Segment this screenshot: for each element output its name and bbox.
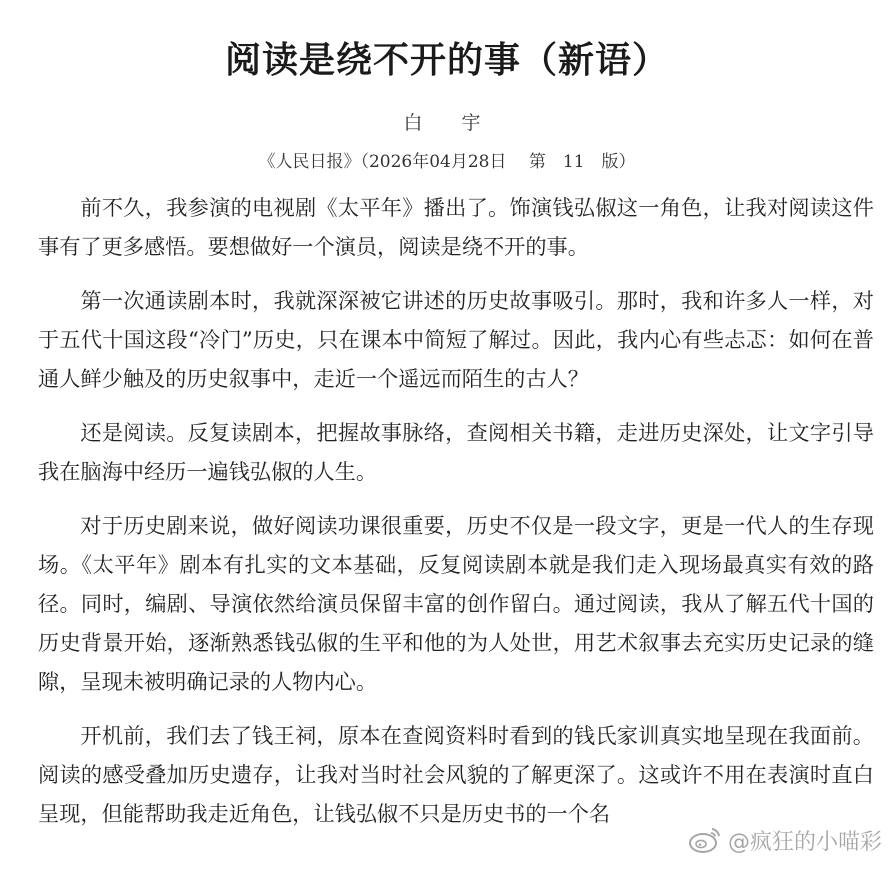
watermark-text: @疯狂的小喵彩 (727, 829, 882, 855)
paragraph: 开机前，我们去了钱王祠，原本在查阅资料时看到的钱氏家训真实地呈现在我面前。阅读的感受叠加历史遗存，让我对当时社会风貌的了解更深了。这或许不用在表演时直白呈现，但能帮助我走近角色，让钱弘俶不只是历史书的一个名 (38, 723, 874, 826)
article-title: 阅读是绕不开的事（新语） (224, 40, 669, 81)
article-author: 白 宇 (403, 112, 491, 134)
paragraph: 还是阅读。反复读剧本，把握故事脉络，查阅相关书籍，走进历史深处，让文字引导我在脑海中经历一遍钱弘俶的人生。 (38, 420, 874, 484)
paragraph: 前不久，我参演的电视剧《太平年》播出了。饰演钱弘俶这一角色，让我对阅读这件事有了更多感悟。要想做好一个演员，阅读是绕不开的事。 (38, 195, 874, 259)
weibo-icon (688, 825, 722, 855)
article-body (38, 188, 874, 848)
paragraph: 对于历史剧来说，做好阅读功课很重要，历史不仅是一段文字，更是一代人的生存现场。《太平年》剧本有扎实的文本基础，反复阅读剧本就是我们走入现场最真实有效的路径。同时，编剧、导演依然给演员保留丰富的创作留白。通过阅读，我从了解五代十国的历史背景开始，逐渐熟悉钱弘俶的生平和他的为人处世，用艺术叙事去充实历史记录的缝隙，呈现未被明确记录的人物内心。 (38, 513, 874, 694)
article-source: 《人民日报》（2026年04月28日 第 11 版） (258, 152, 636, 172)
paragraph: 第一次通读剧本时，我就深深被它讲述的历史故事吸引。那时，我和许多人一样，对于五代十国这段“冷门”历史，只在课本中简短了解过。因此，我内心有些忐忑：如何在普通人鲜少触及的历史叙事中，走近一个遥远而陌生的古人？ (38, 288, 874, 391)
watermark (688, 822, 882, 858)
